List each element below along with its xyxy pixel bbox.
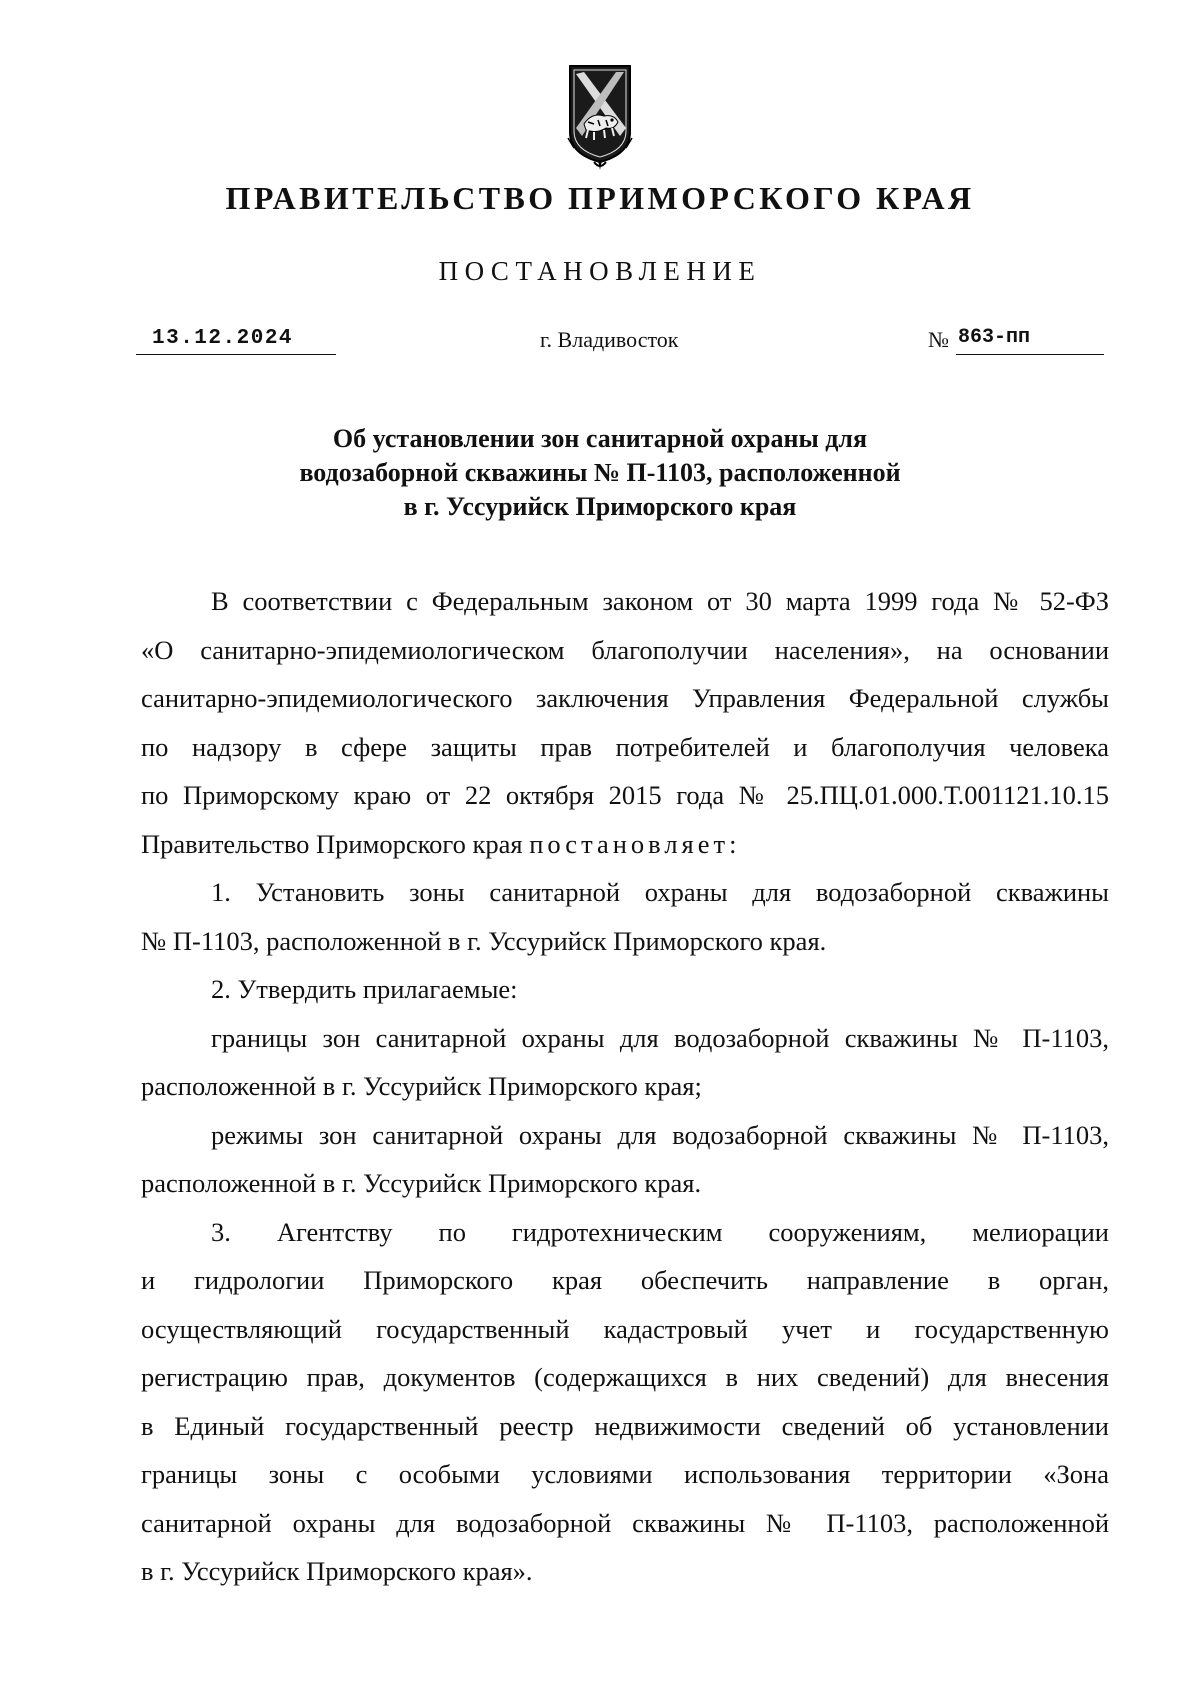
document-heading: [200, 422, 1000, 524]
resolves-word: постановляет:: [529, 828, 741, 859]
date-underline: [136, 354, 336, 355]
preamble-line: санитарно-эпидемиологического заключения Управления Федеральной службы: [141, 683, 1109, 713]
preamble-resolution-line: [141, 820, 1109, 869]
number-underline: [956, 354, 1104, 355]
item-3-line: регистрацию прав, документов (содержащихся в них сведений) для внесения: [141, 1362, 1109, 1392]
item-1-line: № П-1103, расположенной в г. Уссурийск Приморского края.: [141, 925, 827, 956]
document-body: [141, 577, 1109, 1596]
item-3-line: 3. Агентству по гидротехническим сооружениям, мелиорации: [211, 1216, 1109, 1247]
heading-line: в г. Уссурийск Приморского края: [403, 492, 797, 521]
item-2b-line: расположенной в г. Уссурийск Приморского края.: [141, 1168, 702, 1198]
preamble-line: по Приморскому краю от 22 октября 2015 года № 25.ПЦ.01.000.Т.001121.10.15: [141, 780, 1109, 810]
document-date: 13.12.2024: [152, 327, 294, 350]
item-3-line: в г. Уссурийск Приморского края».: [141, 1556, 533, 1586]
document-type: ПОСТАНОВЛЕНИЕ: [438, 256, 762, 286]
item-2a-line: расположенной в г. Уссурийск Приморского края;: [141, 1071, 702, 1101]
item-3-line: и гидрологии Приморского края обеспечить направление в орган,: [141, 1265, 1109, 1295]
item-2a-line: границы зон санитарной охраны для водозаборной скважины № П-1103,: [211, 1022, 1109, 1053]
preamble-line: по надзору в сфере защиты прав потребителей и благополучия человека: [141, 731, 1109, 762]
item-3-line: границы зоны с особыми условиями использования территории «Зона: [141, 1459, 1109, 1489]
item-2b-line: режимы зон санитарной охраны для водозаборной скважины № П-1103,: [211, 1119, 1109, 1150]
item-2: 2. Утвердить прилагаемые:: [211, 974, 518, 1004]
government-title: ПРАВИТЕЛЬСТВО ПРИМОРСКОГО КРАЯ: [225, 180, 975, 216]
item-1-line: 1. Установить зоны санитарной охраны для водозаборной скважины: [211, 877, 1109, 907]
heading-line: Об установлении зон санитарной охраны для: [332, 424, 868, 453]
item-3-line: осуществляющий государственный кадастровый учет и государственную: [141, 1313, 1109, 1344]
coat-of-arms-emblem: [564, 62, 636, 172]
document-city: г. Владивосток: [540, 327, 679, 352]
heading-line: водозаборной скважины № П-1103, расположенной: [299, 458, 901, 487]
preamble-line: «О санитарно-эпидемиологическом благополучии населения», на основании: [141, 634, 1109, 665]
preamble-line: В соответствии с Федеральным законом от 30 марта 1999 года № 52-ФЗ: [211, 586, 1109, 616]
item-3-line: санитарной охраны для водозаборной скважины № П-1103, расположенной: [141, 1507, 1109, 1538]
government-name: Правительство Приморского края: [141, 828, 523, 859]
number-sign: №: [928, 327, 949, 352]
document-number: 863-пп: [958, 326, 1031, 349]
item-3-line: в Единый государственный реестр недвижимости сведений об установлении: [141, 1410, 1109, 1441]
